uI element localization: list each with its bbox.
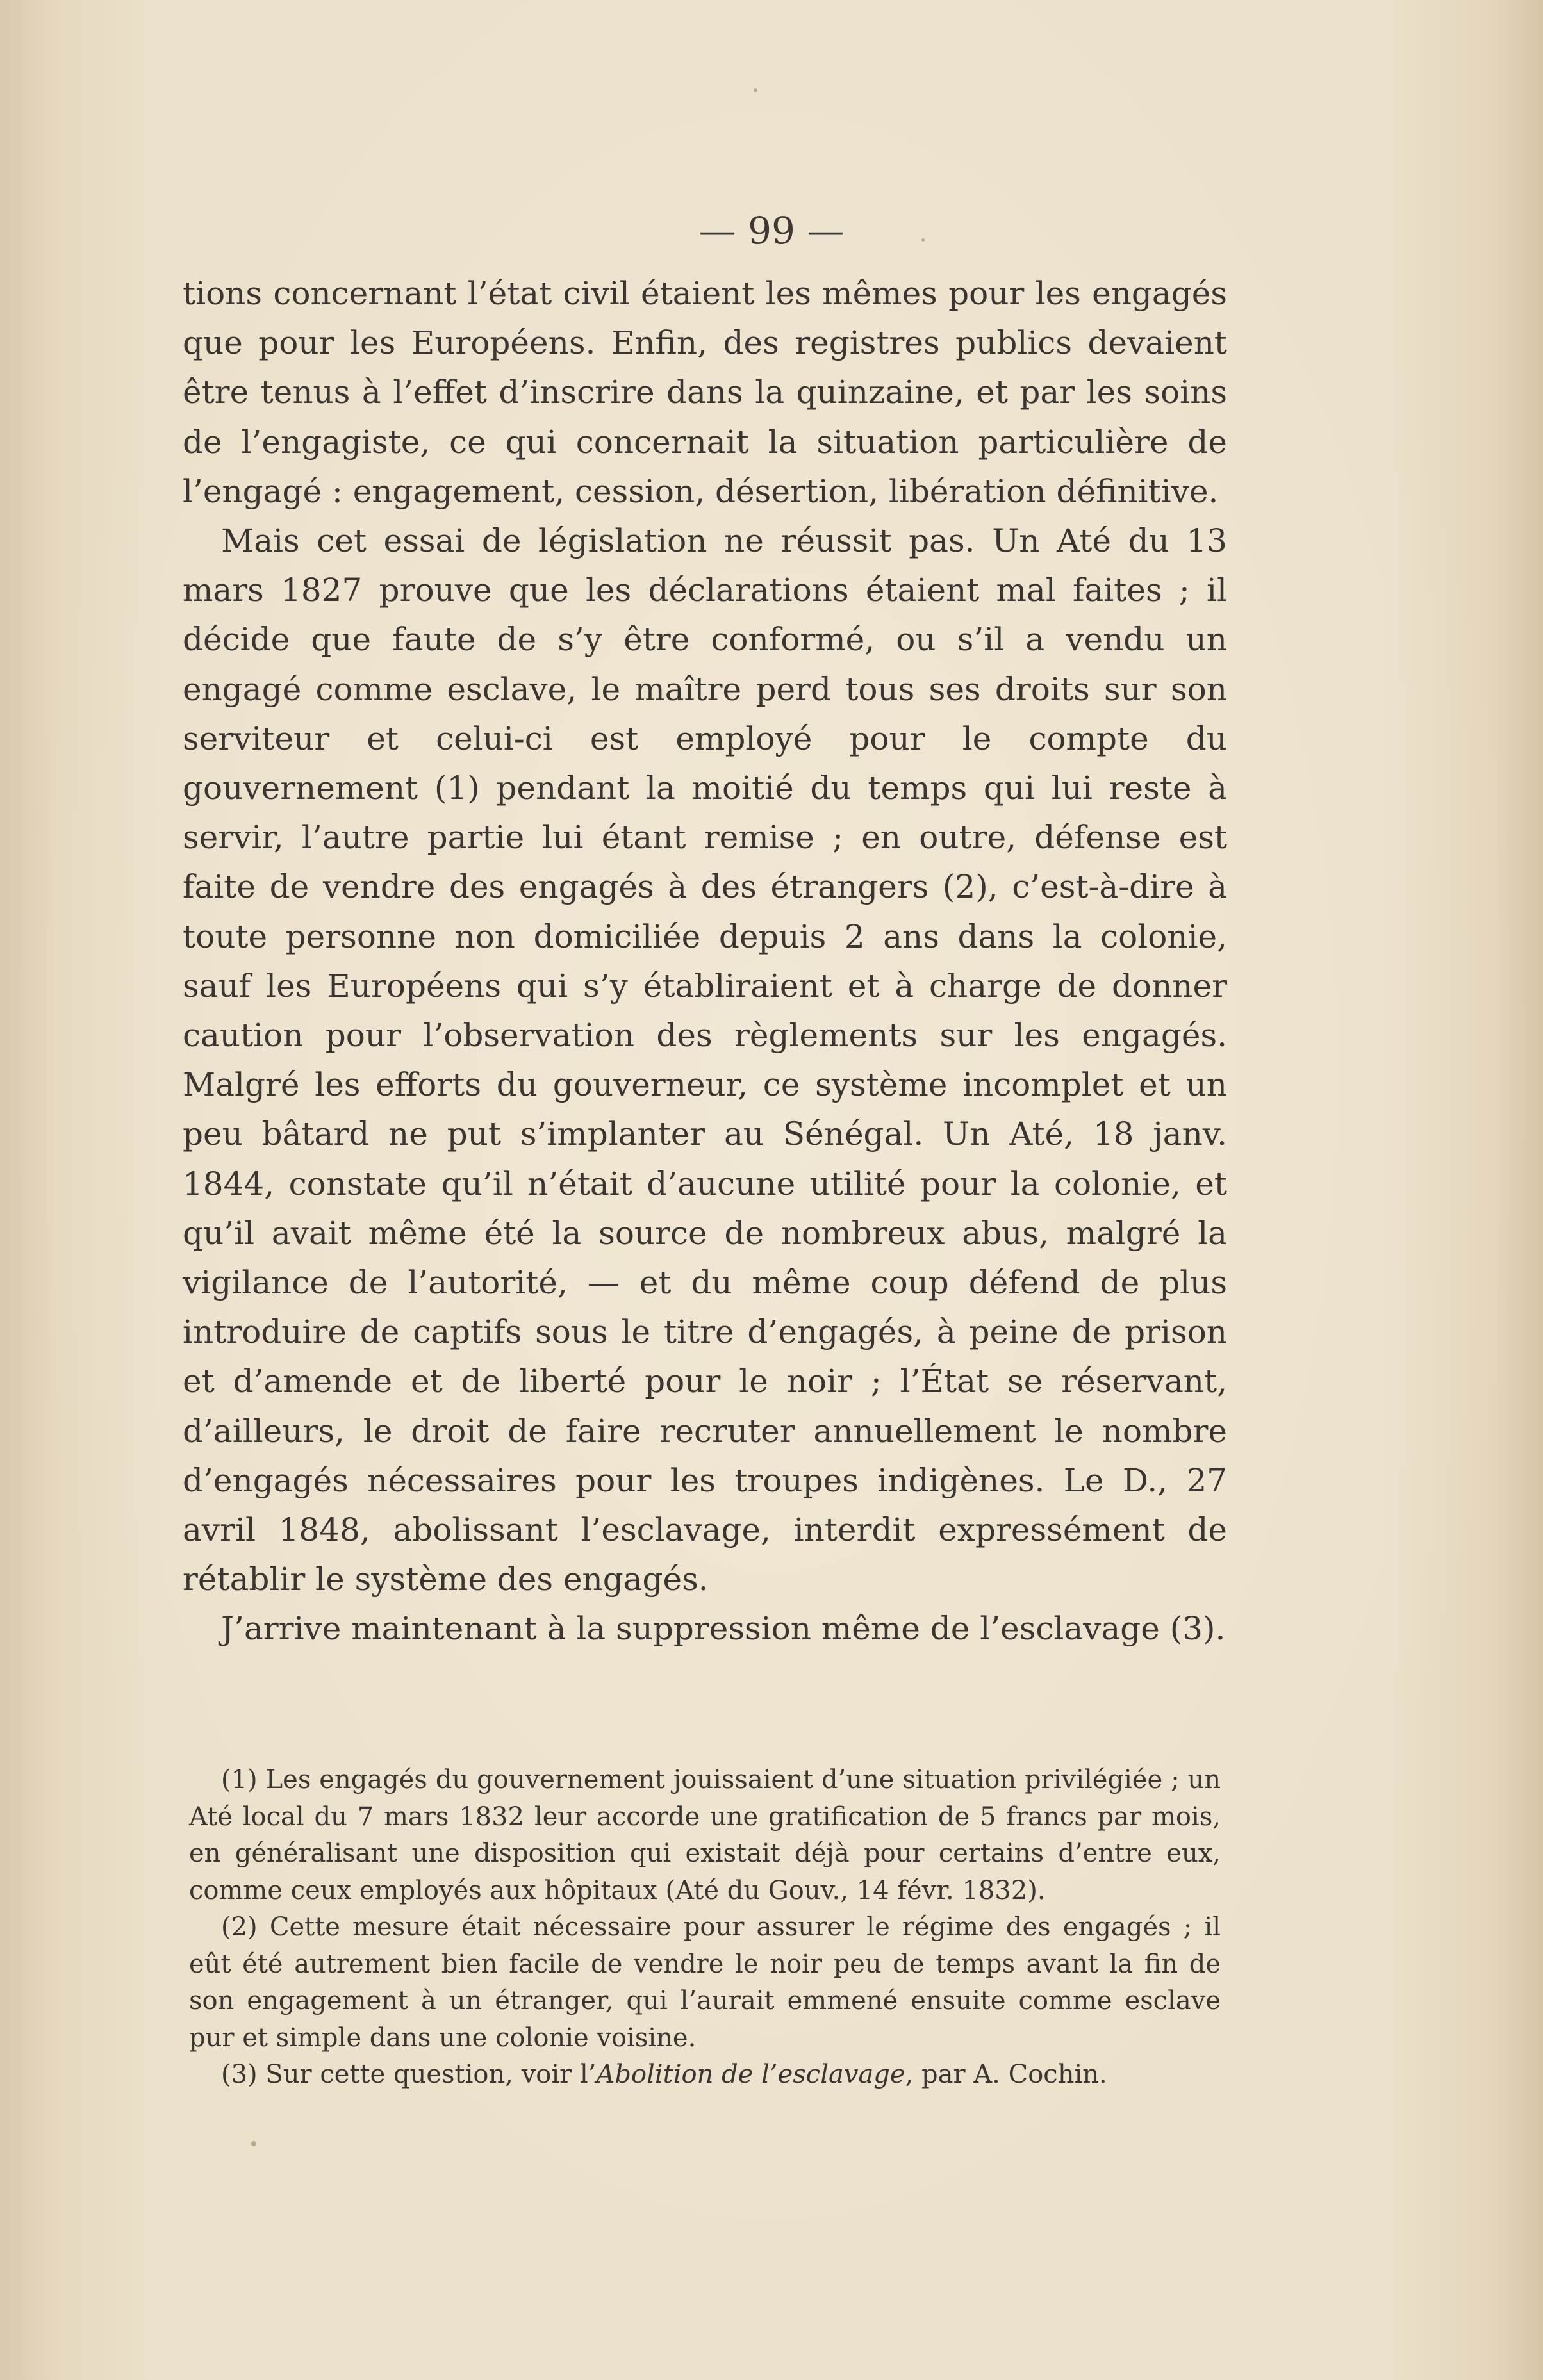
- footnote: [189, 2056, 1221, 2094]
- paper-speck: [251, 2141, 256, 2146]
- footnote: (2) Cette mesure était nécessaire pour assurer le régime des engagés ; il eût été autrement bien facile de vendre le noir peu de temps avant la fin de son engagement à un étranger, qui l’aurait emmené ensuite comme esclave pur et simple dans une colonie voisine.: [189, 1912, 1221, 2053]
- paper-speck: [921, 238, 925, 242]
- paragraph: J’arrive maintenant à la suppression même de l’esclavage (3).: [221, 1610, 1226, 1648]
- main-text: [183, 269, 1227, 1654]
- footnote-suffix: , par A. Cochin.: [905, 2060, 1107, 2089]
- page-number: — 99 —: [698, 209, 845, 252]
- paragraph: Mais cet essai de législation ne réussit pas. Un Até du 13 mars 1827 prouve que les déclarations étaient mal faites ; il décide que faute de s’y être conformé, ou s’il a vendu un engagé comme esclave, le maître perd tous ses droits sur son serviteur et celui-ci est employé pour le compte du gouvernement (1) pendant la moitié du temps qui lui reste à servir, l’autre partie lui étant remise ; en outre, défense est faite de vendre des engagés à des étrangers (2), c’est-à-dire à toute personne non domiciliée depuis 2 ans dans la colonie, sauf les Européens qui s’y établiraient et à charge de donner caution pour l’observation des règlements sur les engagés. Malgré les efforts du gouverneur, ce système incomplet et un peu bâtard ne put s’implanter au Sénégal. Un Até, 18 janv. 1844, constate qu’il n’était d’aucune utilité pour la colonie, et qu’il avait même été la source de nombreux abus, malgré la vigilance de l’autorité, — et du même coup défend de plus introduire de captifs sous le titre d’engagés, à peine de prison et d’amende et de liberté pour le noir ; l’État se réservant, d’ailleurs, le droit de faire recruter annuellement le nombre d’engagés nécessaires pour les troupes indigènes. Le D., 27 avril 1848, abolissant l’esclavage, interdit expressément de rétablir le système des engagés.: [183, 522, 1227, 1598]
- footnote: (1) Les engagés du gouvernement jouissaient d’une situation privilégiée ; un Até local du 7 mars 1832 leur accorde une gratification de 5 francs par mois, en généralisant une disposition qui existait déjà pour certains d’entre eux, comme ceux employés aux hôpitaux (Até du Gouv., 14 févr. 1832).: [189, 1765, 1221, 1905]
- footnote-book-title: Abolition de l’esclavage: [596, 2060, 905, 2089]
- paper-speck: [754, 88, 757, 92]
- footnote-prefix: (3) Sur cette question, voir l’: [221, 2060, 597, 2089]
- footnotes: [189, 1762, 1221, 2094]
- paragraph: tions concernant l’état civil étaient les mêmes pour les engagés que pour les Européens. Enfin, des registres publics devaient être tenus à l’effet d’inscrire dans la quinzaine, et par les soins de l’engagiste, ce qui concernait la situation particulière de l’engagé : engagement, cession, désertion, libération définitive.: [183, 275, 1227, 510]
